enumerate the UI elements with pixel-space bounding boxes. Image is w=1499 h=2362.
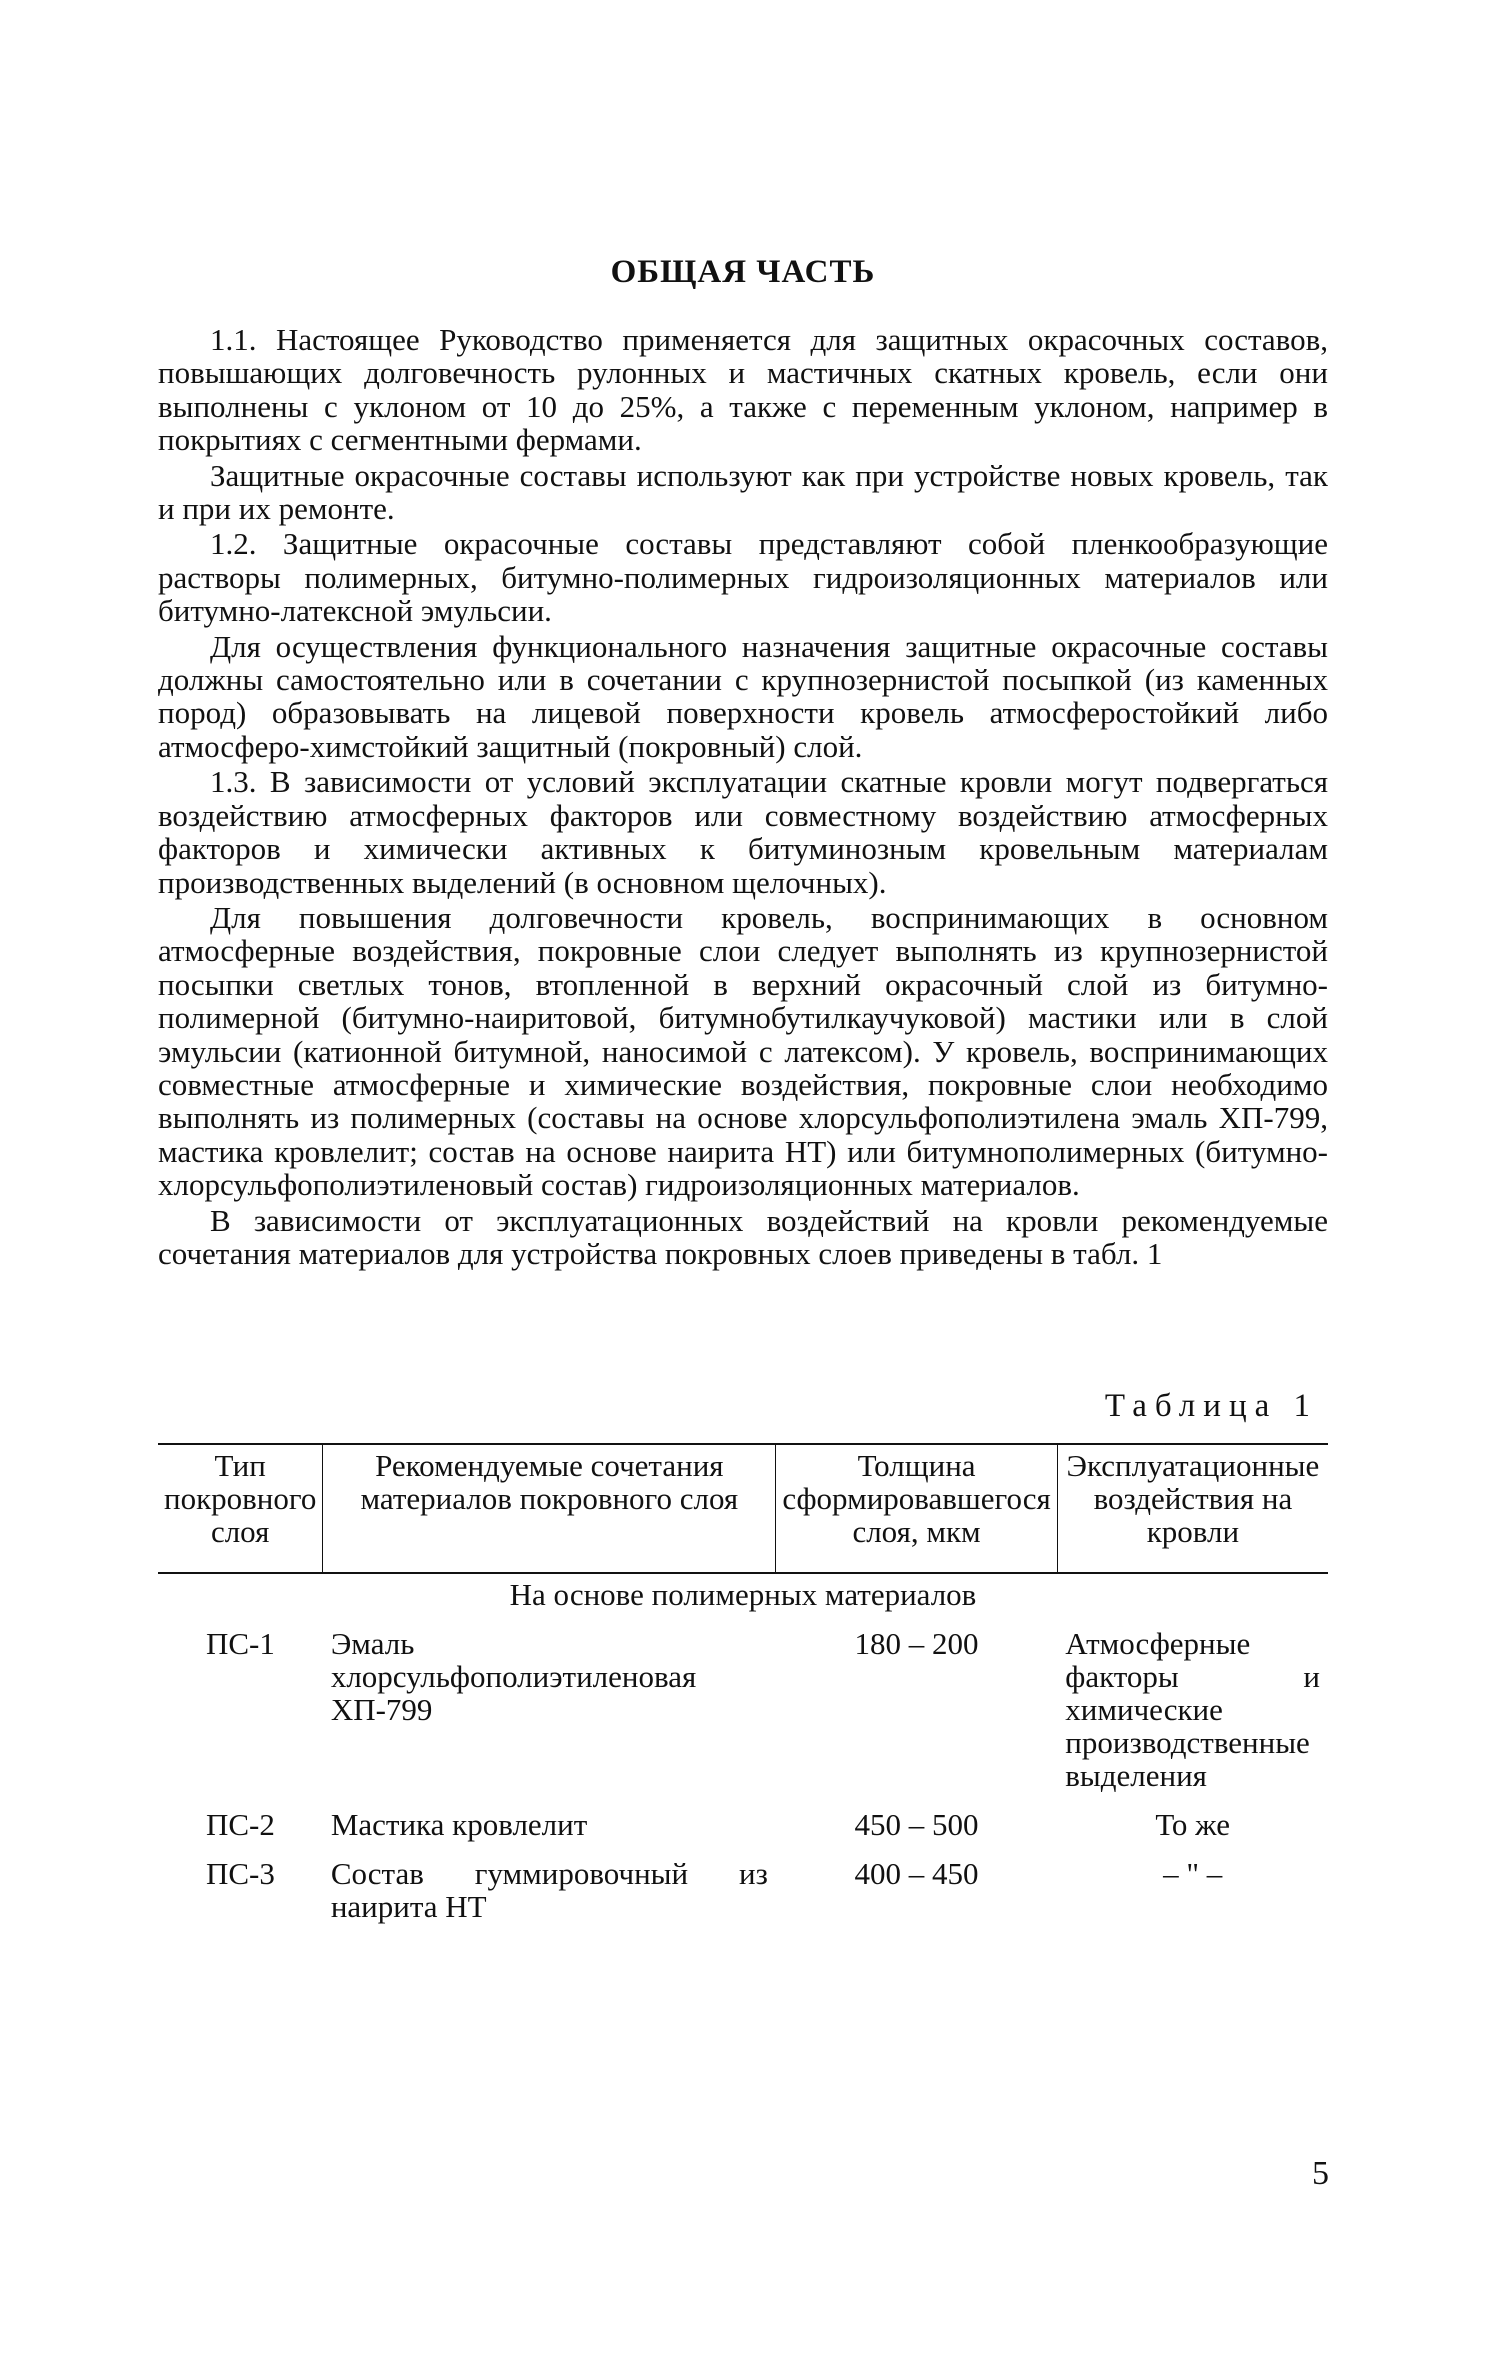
cell-operational-effects: То же: [1155, 1807, 1230, 1843]
cell-material-combination: Эмаль хлорсульфополиэтиленовая ХП-799: [330, 1626, 697, 1728]
paragraph-1-2: 1.2. Защитные окрасочные составы представляют собой пленкообразующие растворы полимерных, битумно-полимерных гидроизоляционных материалов или битумно-латексной эмульсии.: [158, 526, 1328, 629]
cell-layer-thickness: 180 – 200: [854, 1626, 979, 1662]
cell-material-combination: Состав гуммировочный из наирита НТ: [330, 1856, 768, 1925]
cell-layer-thickness: 400 – 450: [854, 1856, 979, 1892]
page-content: [158, 230, 1328, 1935]
table-header-row: [158, 1444, 1328, 1573]
coating-layers-table: [158, 1443, 1328, 1935]
paragraph-table-reference: В зависимости от эксплуатационных воздействий на кровли рекомендуемые сочетания материалов для устройства покровных слоев приведены в табл. 1: [158, 1202, 1328, 1271]
table-row: [158, 1804, 1328, 1853]
group-title: На основе полимерных материалов: [509, 1577, 977, 1613]
cell-operational-effects: Атмосферные факторы и химические производственные выделения: [1065, 1626, 1320, 1794]
cell-layer-type: ПС-1: [205, 1626, 275, 1662]
section-title: ОБЩАЯ ЧАСТЬ: [610, 254, 876, 290]
header-layer-type: Тип покровного слоя: [158, 1444, 323, 1573]
paragraph-1-1-continued: Защитные окрасочные составы используют как при устройстве новых кровель, так и при их ремонте.: [158, 457, 1328, 527]
cell-layer-type: ПС-3: [205, 1856, 275, 1892]
cell-material-combination: Мастика кровлелит: [330, 1807, 588, 1843]
paragraph-1-1: 1.1. Настоящее Руководство применяется для защитных окрасочных составов, повышающих долговечность рулонных и мастичных скатных кровель, если они выполнены с уклоном от 10 до 25%, а также с переменным уклоном, например в покрытиях с сегментными фермами.: [158, 322, 1328, 458]
page-number: 5: [1312, 2155, 1329, 2192]
table-caption: Таблица 1: [1104, 1388, 1318, 1425]
paragraph-1-2-continued: Для осуществления функционального назначения защитные окрасочные составы должны самостоятельно или в сочетании с крупнозернистой посыпкой (из каменных пород) образовывать на лицевой поверхности кровель атмосферостойкий либо атмосферо-химстойкий защитный (покровный) слой.: [158, 628, 1328, 764]
cell-layer-type: ПС-2: [205, 1807, 275, 1843]
cell-operational-effects: – " –: [1163, 1856, 1223, 1892]
table-row: [158, 1853, 1328, 1935]
cell-layer-thickness: 450 – 500: [854, 1807, 979, 1843]
header-operational-effects: Эксплуатационные воздействия на кровли: [1057, 1444, 1328, 1573]
table-group-row: [158, 1573, 1328, 1623]
table-row: [158, 1623, 1328, 1804]
header-material-combination: Рекомендуемые сочетания материалов покровного слоя: [323, 1444, 776, 1573]
paragraph-1-3: 1.3. В зависимости от условий эксплуатации скатные кровли могут подвергаться воздействию атмосферных факторов или совместному воздействию атмосферных факторов и химически активных к битуминозным кровельным материалам производственных выделений (в основном щелочных).: [158, 764, 1328, 900]
paragraph-1-3-continued: Для повышения долговечности кровель, воспринимающих в основном атмосферные воздействия, покровные слои следует выполнять из крупнозернистой посыпки светлых тонов, втопленной в верхний окрасочный слой из битумно-полимерной (битумно-наиритовой, битумнобутилкаучуковой) мастики или в слой эмульсии (катионной битумной, наносимой с латексом). У кровель, воспринимающих совместные атмосферные и химические воздействия, покровные слои необходимо выполнять из полимерных (составы на основе хлорсульфополиэтилена эмаль ХП-799, мастика кровлелит; состав на основе наирита НТ) или битумнополимерных (битумно-хлорсульфополиэтиленовый состав) гидроизоляционных материалов.: [158, 899, 1328, 1203]
header-layer-thickness: Толщина сформировавшегося слоя, мкм: [776, 1444, 1057, 1573]
